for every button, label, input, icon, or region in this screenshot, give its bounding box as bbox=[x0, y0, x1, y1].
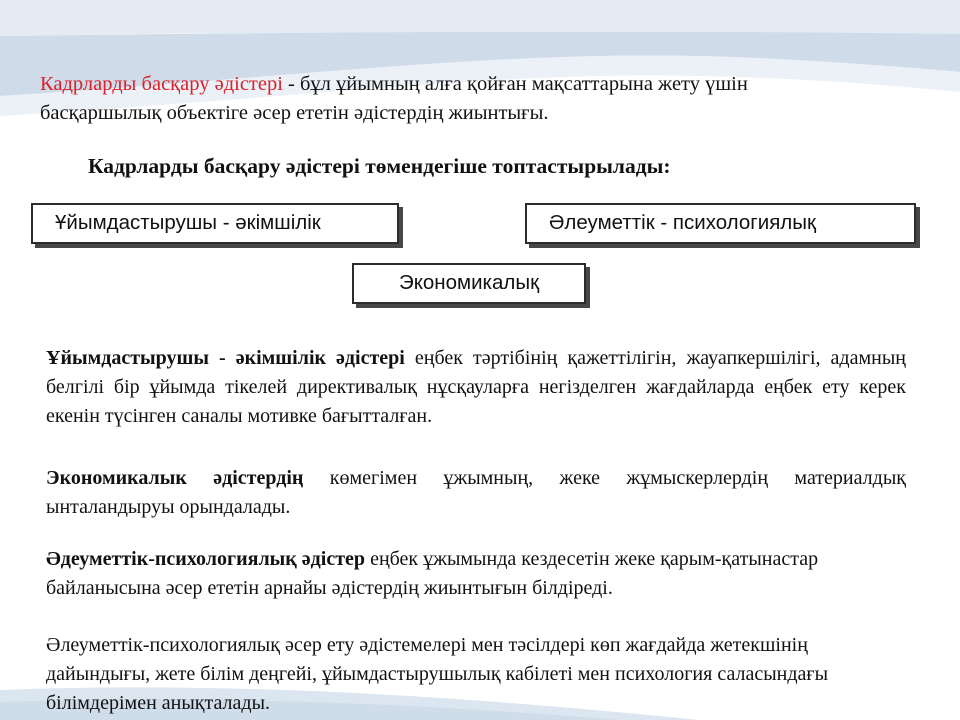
paragraph-socio-psychological-text: еңбек ұжымында кездесетін жеке қарым-қатынастар байланысына әсер ететін арнайы әдістердің жиынтығын білдіреді. bbox=[46, 548, 819, 599]
intro-definition-text: - бұл ұйымның алға қойған мақсаттарына жету үшін басқаршылық объектіге әсер ететін әдістердің жиынтығы. bbox=[40, 73, 748, 124]
method-box-organizational: Ұйымдастырушы - әкімшілік bbox=[31, 203, 399, 244]
paragraph-closing: Әлеуметтік-психологиялық әсер ету әдістемелері мен тәсілдері көп жағдайда жетекшінің дайындығы, жете білім деңгейі, ұйымдастырушылық кабілеті мен психология саласындағы білімдерімен анықталады. bbox=[46, 634, 829, 714]
paragraph-economic-text: көмегімен ұжымның, жеке жұмыскерлердің материалдық ынталандыруы орындалады. bbox=[46, 467, 906, 518]
paragraph-socio-psychological bbox=[46, 545, 906, 603]
paragraph-economic bbox=[46, 464, 906, 522]
method-box-economic: Экономикалық bbox=[352, 263, 586, 304]
intro-definition bbox=[40, 70, 860, 128]
paragraph-organizational-term: Ұйымдастырушы - әкімшілік әдістері bbox=[46, 347, 405, 369]
section-subtitle: Кадрларды басқару әдістері төмендегіше топтастырылады: bbox=[88, 154, 671, 178]
paragraph-socio-psychological-term: Әдеуметтік-психологиялық әдістер bbox=[46, 548, 366, 570]
paragraph-organizational-text: еңбек тәртібінің қажеттілігін, жауапкершілігі, адамның белгілі бір ұйымда тікелей директивалық нұсқауларға негізделген жағдайларда еңбек ету керек екенін түсінген саналы мотивке бағытталған. bbox=[46, 347, 906, 427]
method-box-socio-psychological: Әлеуметтік - психологиялық bbox=[525, 203, 916, 244]
intro-term: Кадрларды басқару әдістері bbox=[40, 73, 283, 95]
paragraph-economic-term: Экономикалык әдістердің bbox=[46, 467, 304, 489]
paragraph-organizational bbox=[46, 344, 906, 431]
